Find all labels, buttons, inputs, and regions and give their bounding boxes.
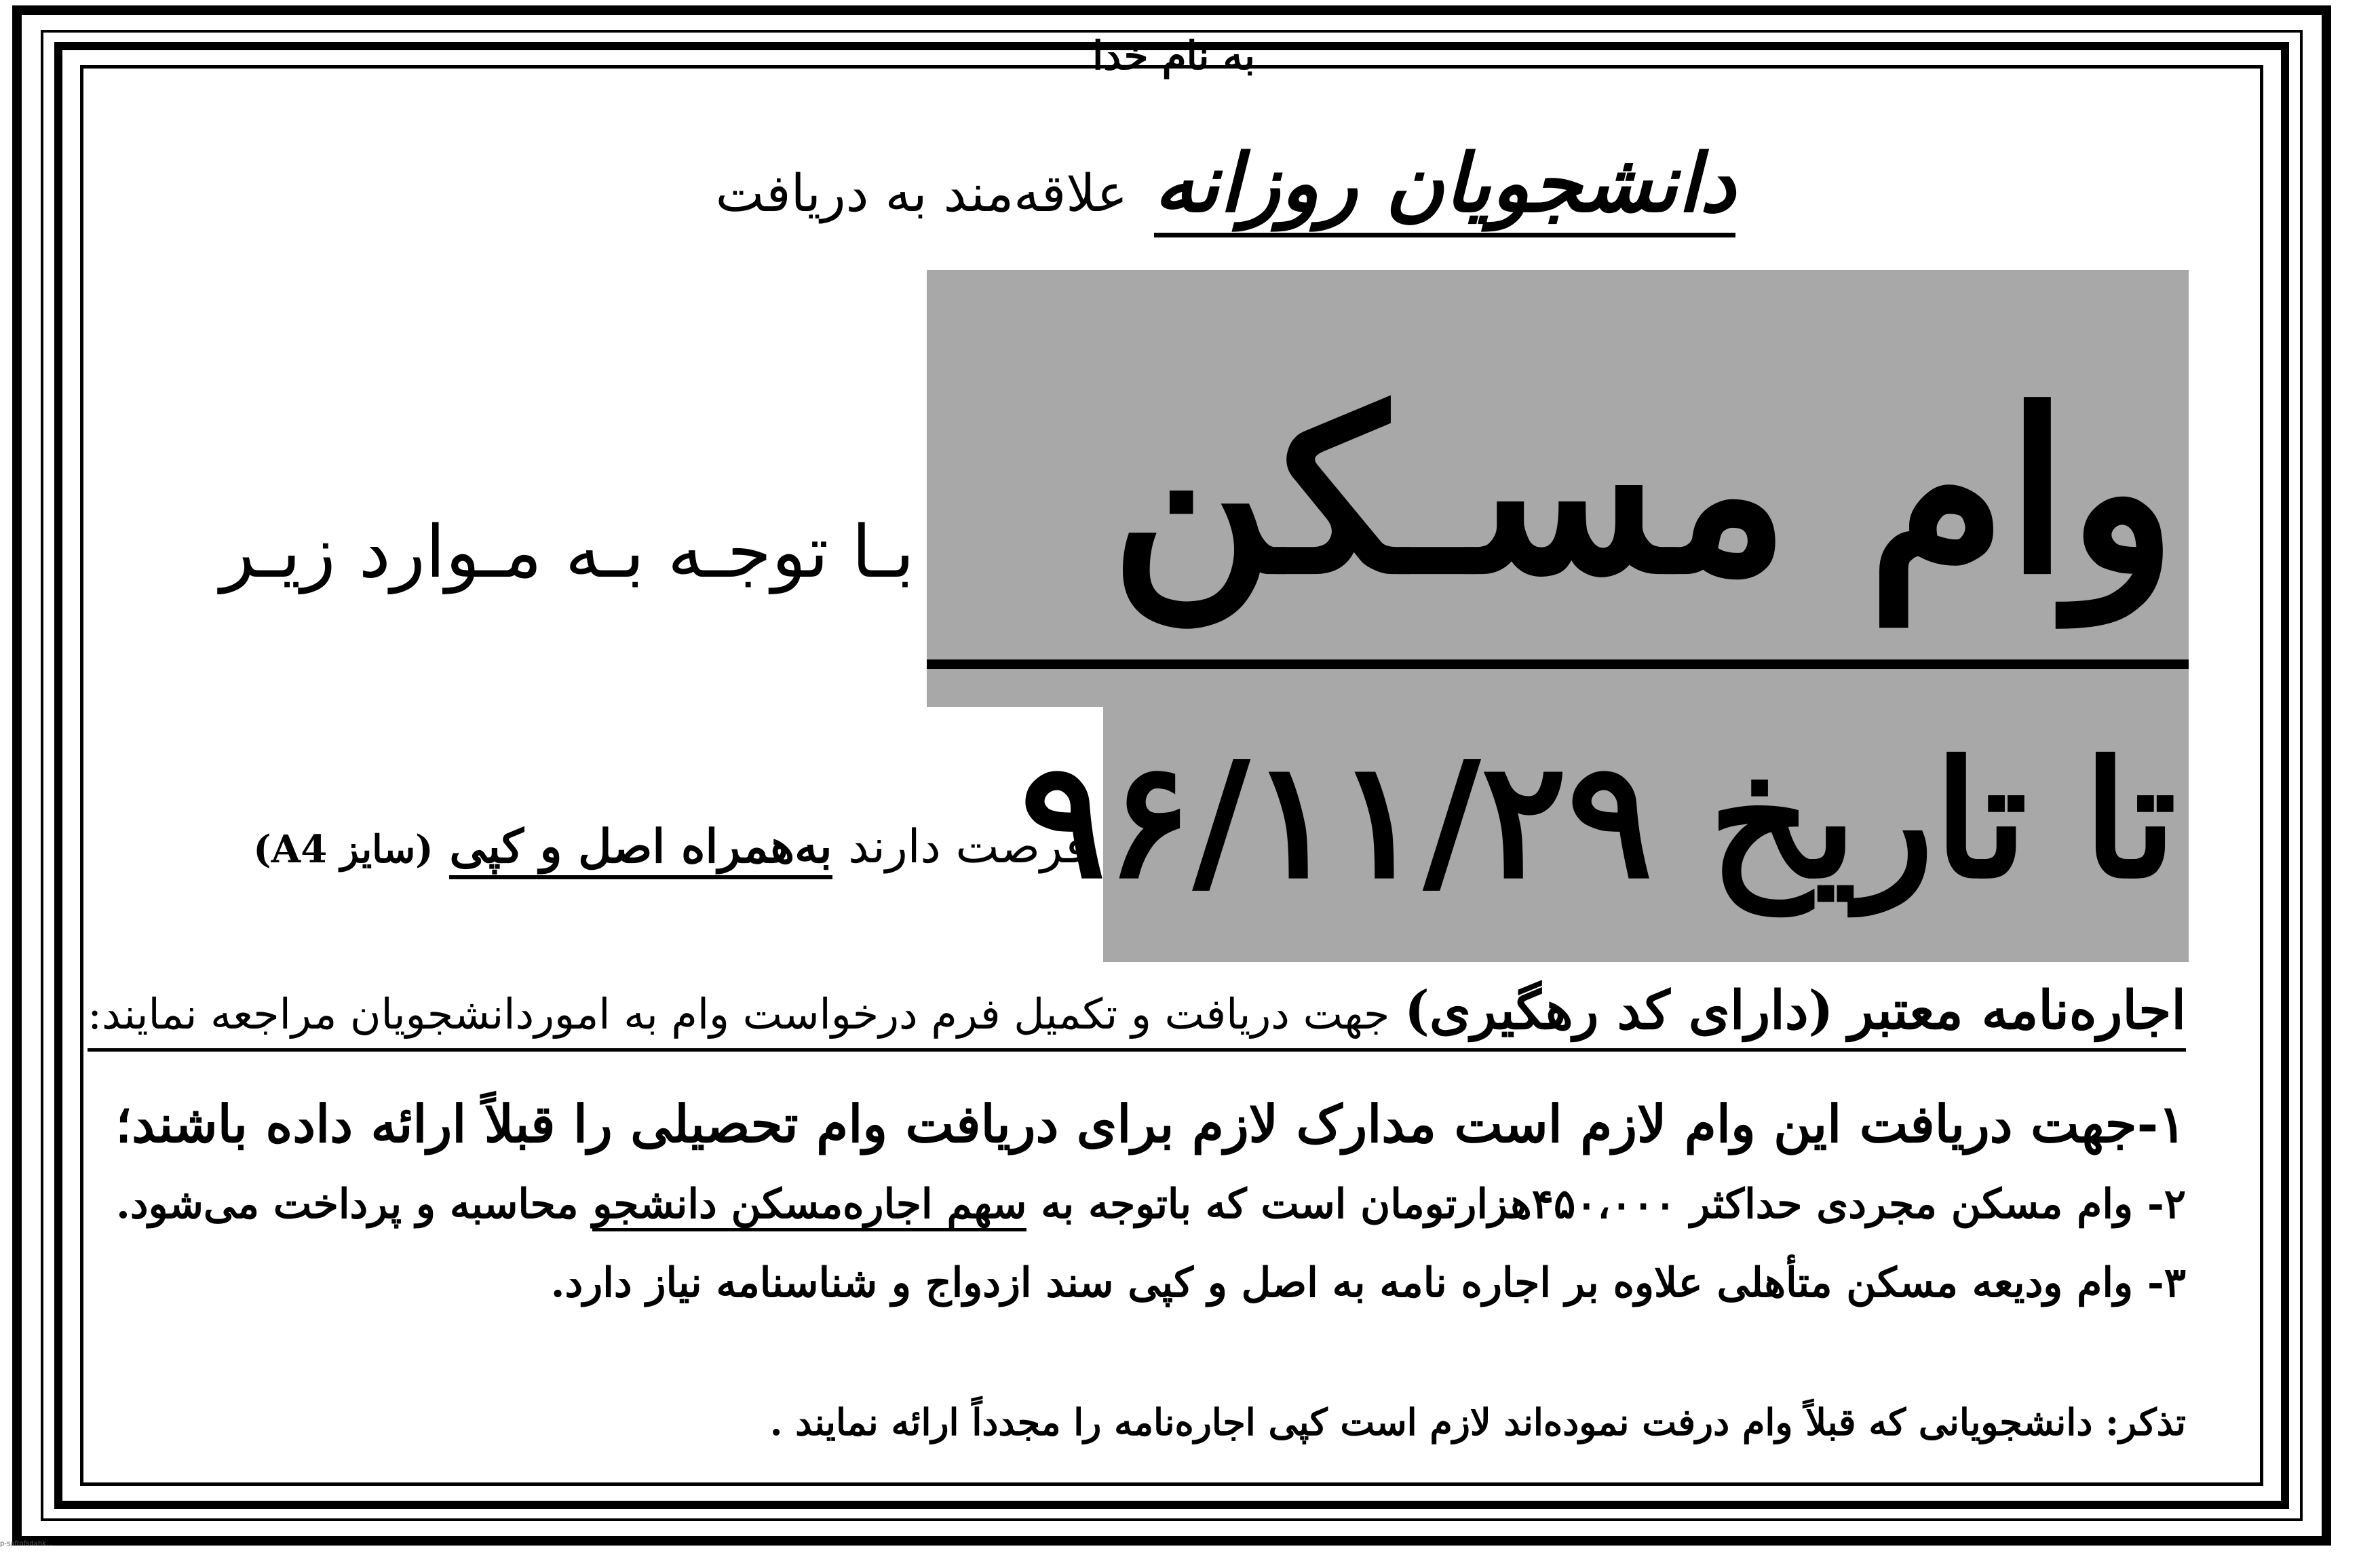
size-label: (سایز A4) <box>253 827 434 872</box>
lease-line <box>88 980 2186 1052</box>
intro-line <box>716 136 1735 230</box>
bismillah-heading: به نام خدا <box>1092 33 1255 79</box>
loan-title-underline <box>927 659 2189 669</box>
list-item-3: ۳- وام ودیعه مسکن متأهلی علاوه بر اجاره نامه به اصل و کپی سند ازدواج و شناسنامه نیاز دارد. <box>550 1259 2186 1307</box>
list-item-2 <box>116 1181 2186 1228</box>
list-item-2-underlined: سهم اجاره‌مسکن دانشجو <box>592 1181 1026 1231</box>
loan-title: وام مسـکن <box>1110 360 2176 624</box>
list-item-1: ۱-جهت دریافت این وام لازم است مدارک لازم برای دریافت وام تحصیلی را قبلاً ارائه داده باشند؛ <box>115 1094 2186 1154</box>
tracking-code-label: (دارای کد رهگیری) <box>1404 980 1834 1041</box>
audience-label: دانشجویان روزانه <box>1154 136 1735 237</box>
note-text: تذکر: دانشجویانی که قبلاً وام درفت نموده‌اند لازم است کپی اجاره‌نامه را مجدداً ارائه نمایند . <box>769 1400 2186 1444</box>
valid-lease-label: اجاره‌نامه معتبر <box>1848 980 2186 1041</box>
interest-label: علاقه‌مند به دریافت <box>715 163 1128 223</box>
list-item-2-after: محاسبه و پرداخت می‌شود. <box>115 1181 579 1228</box>
list-item-2-before: ۲- وام مسکن مجردی حداکثر ۴۵۰،۰۰۰هزارتومان است که باتوجه به <box>1041 1181 2186 1228</box>
deadline-date: تا تاریخ ۹۶/۱۱/۲۹ <box>1020 725 2176 914</box>
watermark-text: p-saftofsdahk... <box>0 1540 53 1548</box>
opportunity-label: فرصت دارند <box>848 820 1088 874</box>
original-copy-label: به‌همراه اصل و کپی <box>449 820 832 879</box>
consider-label: بـا توجـه بـه مـوارد زیـر <box>220 510 915 594</box>
lease-instruction: جهت دریافت و تکمیل فرم درخواست وام به اموردانشجویان مراجعه نمایند: <box>88 989 1390 1039</box>
documents-line <box>253 820 1088 874</box>
